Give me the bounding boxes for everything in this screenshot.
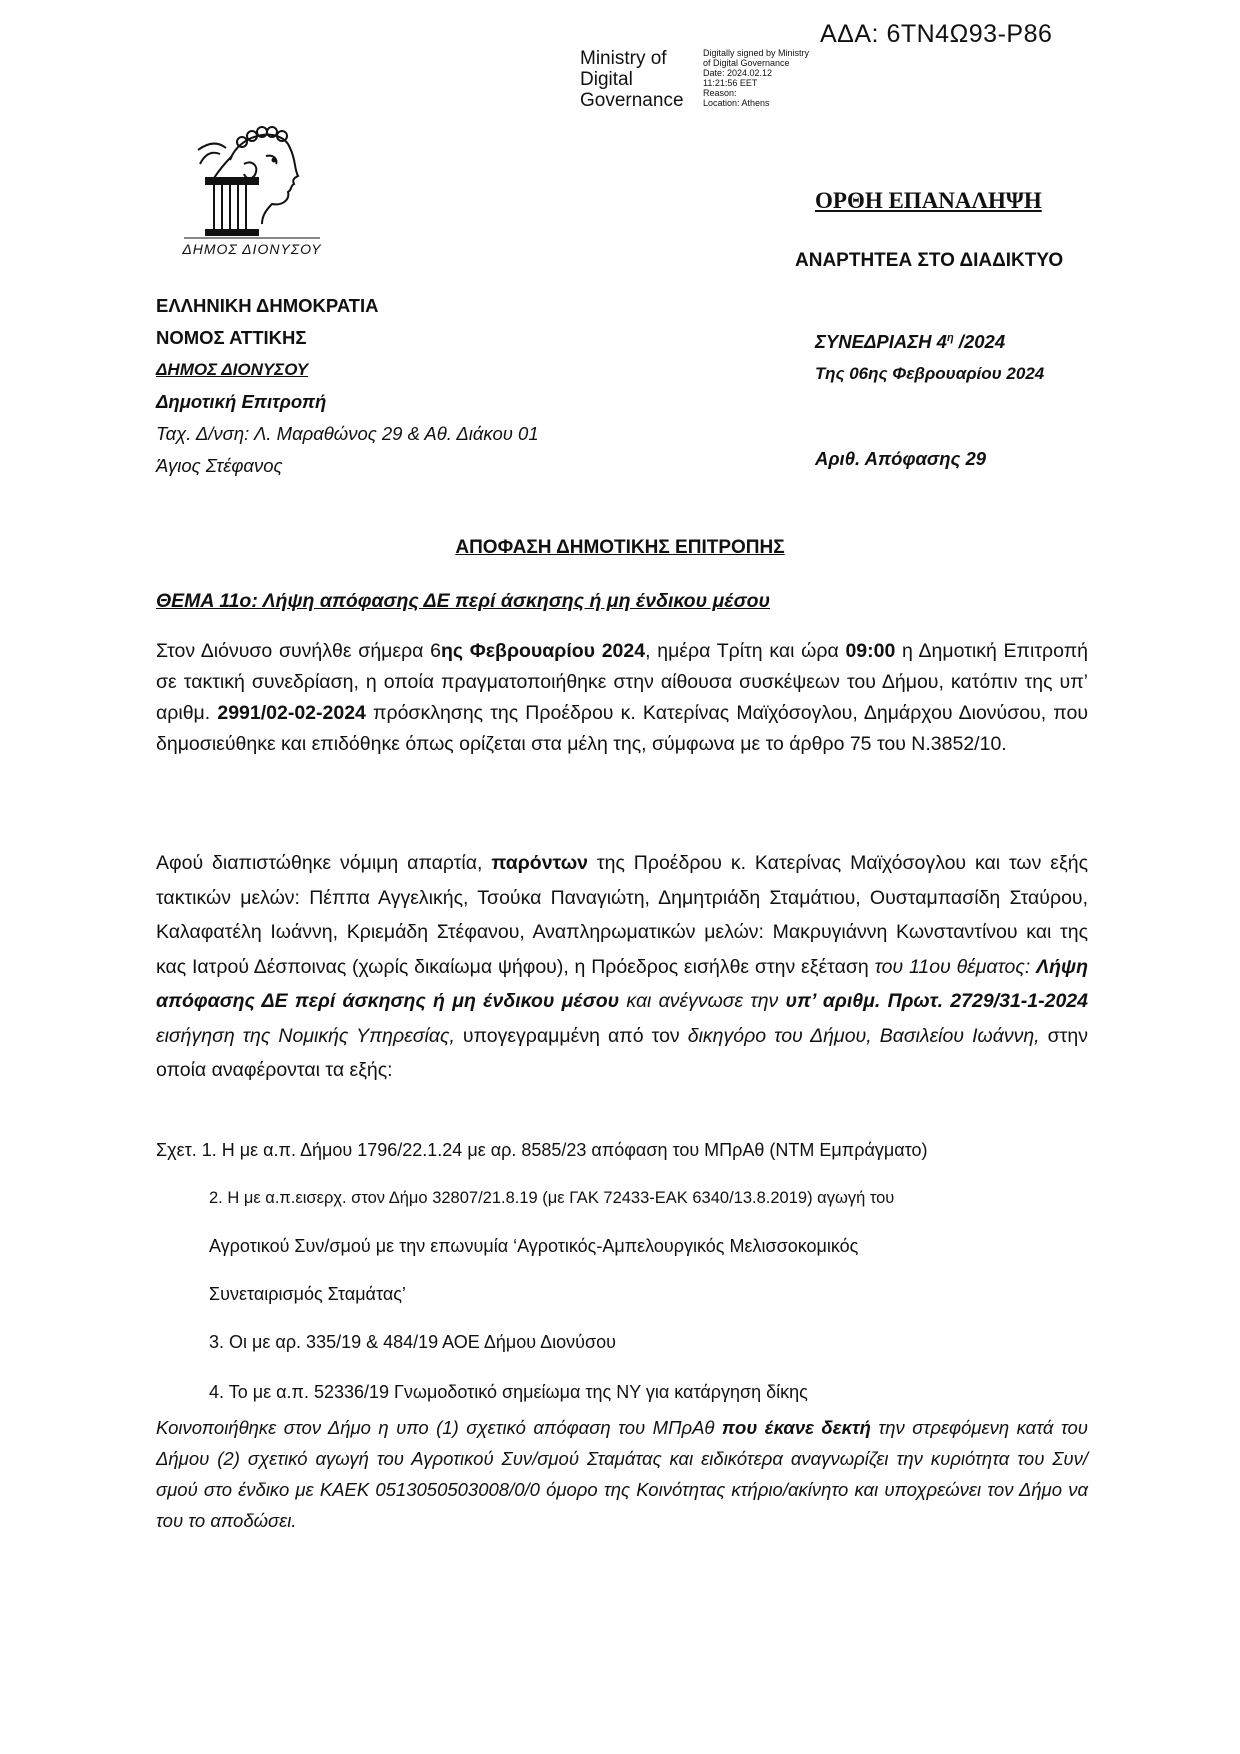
text-run: την στρεφόμενη κατά του Δήμου (2) σχετικό αγωγή του Αγροτικού Συν/σμού Σταμάτας και ειδικότερα αναγνωρίζει την κυριότητα του Συν/σμού στο ένδικο με ΚΑΕΚ 0513050503008/0/0 όμορο της Κοινότητας κτήριο/ακίνητο και υποχρεώνει τον Δήμο να του το αποδώσει.	[156, 1417, 1088, 1531]
text-run: Αφού διαπιστώθηκε νόμιμη απαρτία,	[156, 852, 492, 874]
document-title: ΑΠΟΦΑΣΗ ΔΗΜΟΤΙΚΗΣ ΕΠΙΤΡΟΠΗΣ	[455, 537, 785, 558]
logo-caption: ΔΗΜΟΣ ΔΙΟΝΥΣΟΥ	[182, 241, 322, 257]
decision-number: Αριθ. Απόφασης 29	[815, 448, 987, 469]
text-run: και ανέγνωσε την	[619, 990, 786, 1012]
ada-code: ΑΔΑ: 6ΤΝ4Ω93-Ρ86	[820, 20, 1053, 48]
signature-detail-line: Digitally signed by Ministry	[703, 48, 810, 58]
signature-detail-line: Location: Athens	[703, 98, 770, 108]
signature-org-line: Governance	[580, 90, 684, 111]
committee-label: Δημοτική Επιτροπή	[156, 391, 327, 412]
text-run: εισήγηση της Νομικής Υπηρεσίας,	[156, 1024, 455, 1047]
text-run: παρόντων	[491, 852, 589, 874]
reference-item: 2. Η με α.π.εισερχ. στον Δήμο 32807/21.8.19 (με ΓΑΚ 72433-ΕΑΚ 6340/13.8.2019) αγωγή του	[209, 1189, 895, 1207]
text-run: Στον Διόνυσο συνήλθε σήμερα 6	[156, 640, 442, 662]
text-run: υπογεγραμμένη από τον	[454, 1024, 688, 1047]
text-run: πρόσκλησης της Προέδρου κ. Κατερίνας Μαϊχόσογλου, Δημάρχου Διονύσου, που δημοσιεύθηκε και επιδόθηκε όπως ορίζεται στα μέλη της, σύμφωνα με το άρθρο 75 του Ν.3852/10.	[156, 702, 1088, 755]
text-run: Κοινοποιήθηκε στον Δήμο η υπο (1) σχετικό απόφαση του ΜΠρΑθ	[156, 1417, 722, 1438]
post-online-label: ΑΝΑΡΤΗΤΕΑ ΣΤΟ ΔΙΑΔΙΚΤΥΟ	[795, 250, 1064, 271]
session-date: Της 06ης Φεβρουαρίου 2024	[815, 364, 1045, 384]
reference-item: Σχετ. 1. Η με α.π. Δήμου 1796/22.1.24 με αρ. 8585/23 απόφαση του ΜΠρΑθ (ΝΤΜ Εμπράγματο)	[156, 1140, 928, 1160]
reference-item: 3. Οι με αρ. 335/19 & 484/19 ΑΟΕ Δήμου Διονύσου	[209, 1332, 616, 1352]
text-run: 2991/02-02-2024	[217, 702, 366, 724]
session-label-prefix: ΣΥΝΕΔΡΙΑΣΗ 4	[815, 331, 947, 353]
text-run: του 11ου θέματος:	[874, 955, 1037, 978]
town-label: Άγιος Στέφανος	[156, 455, 283, 476]
signature-detail-line: 11:21:56 EET	[703, 78, 758, 88]
paragraph-session	[156, 636, 1088, 760]
text-run: 09:00	[845, 640, 896, 662]
text-run: η Δημοτική Επιτροπή σε τακτική συνεδρίαση, η οποία πραγματοποιήθηκε στην αίθουσα συσκέψεων του Δήμου, κατόπιν της υπ’ αριθμ.	[156, 640, 1088, 724]
correct-repetition-label: ΟΡΘΗ ΕΠΑΝΑΛΗΨΗ	[815, 188, 1042, 213]
signature-org-line: Ministry of	[580, 48, 667, 69]
reference-item: Συνεταιρισμός Σταμάτας’	[209, 1284, 406, 1304]
signature-org-line: Digital	[580, 69, 633, 90]
session-block	[815, 322, 1044, 390]
reference-item: 4. Το με α.π. 52336/19 Γνωμοδοτικό σημείωμα της ΝΥ για κατάργηση δίκης	[209, 1382, 808, 1402]
subject-line: ΘΕΜΑ 11ο: Λήψη απόφασης ΔΕ περί άσκησης ή μη ένδικου μέσου	[156, 590, 771, 612]
signature-detail-line: Reason:	[703, 88, 737, 98]
text-run: της Προέδρου κ. Κατερίνας Μαϊχόσογλου και των εξής τακτικών μελών: Πέππα Αγγελικής, Τσούκα Παναγιώτη, Δημητριάδη Σταμάτιου, Ουσταμπασίδη Σταύρου, Καλαφατέλη Ιωάννη, Κριεμάδη Στέφανου, Αναπληρωματικών μελών: Μακρυγιάννη Κωνσταντίνου και της κας Ιατρού Δέσποινας (χωρίς δικαίωμα ψήφου), η Πρόεδρος εισήλθε στην εξέταση	[156, 852, 1088, 978]
session-label	[815, 322, 1044, 358]
dionysus-head-icon	[170, 120, 330, 260]
municipality-logo	[170, 120, 330, 260]
text-run: στην οποία αναφέρονται τα εξής:	[156, 1024, 1088, 1081]
paragraph-quorum	[156, 846, 1088, 1088]
text-run: δικηγόρο του Δήμου, Βασιλείου Ιωάννη,	[687, 1024, 1040, 1047]
signature-detail-line: Date: 2024.02.12	[703, 68, 773, 78]
signature-details	[703, 48, 809, 108]
issuer-block	[156, 290, 539, 482]
text-run: ης Φεβρουαρίου 2024	[441, 640, 646, 662]
text-run: υπ’ αριθμ. Πρωτ. 2729/31-1-2024	[785, 990, 1089, 1012]
text-run: , ημέρα Τρίτη και ώρα	[645, 640, 846, 662]
text-run: Λήψη απόφασης ΔΕ περί άσκησης ή μη ένδικου μέσου	[156, 955, 1088, 1012]
signature-detail-line: of Digital Governance	[703, 58, 790, 68]
text-run: που έκανε δεκτή	[721, 1417, 871, 1438]
prefecture-label: ΝΟΜΟΣ ΑΤΤΙΚΗΣ	[156, 327, 307, 348]
address-label: Ταχ. Δ/νση: Λ. Μαραθώνος 29 & Αθ. Διάκου 01	[156, 423, 539, 444]
session-label-suffix: /2024	[953, 331, 1006, 353]
municipality-label: ΔΗΜΟΣ ΔΙΟΝΥΣΟΥ	[156, 360, 309, 379]
signature-organization	[580, 48, 684, 111]
session-label-sup: η	[946, 332, 954, 344]
paragraph-notification	[156, 1412, 1088, 1536]
republic-label: ΕΛΛΗΝΙΚΗ ΔΗΜΟΚΡΑΤΙΑ	[156, 295, 379, 316]
reference-item: Αγροτικού Συν/σμού με την επωνυμία ‘Αγροτικός-Αμπελουργικός Μελισσοκομικός	[209, 1236, 859, 1256]
